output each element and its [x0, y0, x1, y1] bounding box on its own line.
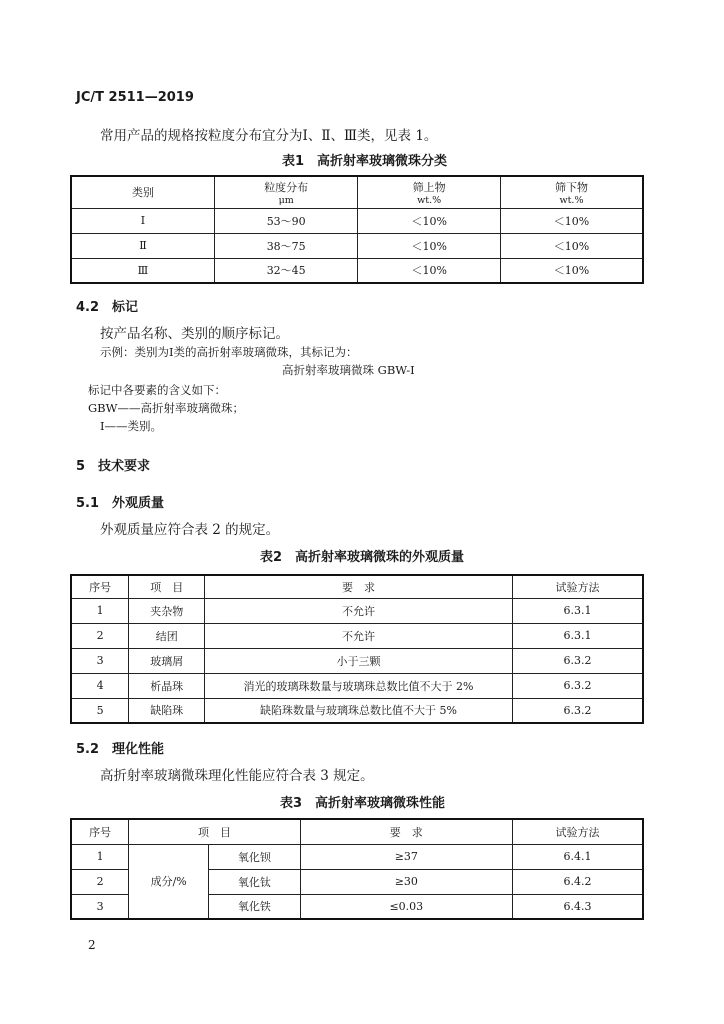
table-cell: 3: [71, 648, 129, 673]
table3-caption: 表3 高折射率玻璃微珠性能: [280, 796, 446, 811]
table-cell: 2: [71, 869, 129, 894]
table1-header-row: [71, 176, 643, 208]
table3-header-row: [71, 819, 643, 844]
table-row: [71, 648, 643, 673]
table-cell: 小于三颗: [205, 648, 513, 673]
table-cell: 氧化钡: [209, 844, 301, 869]
table-cell: 53～90: [214, 208, 357, 233]
table-cell: ≥30: [300, 869, 512, 894]
table2-header-cell: 项 目: [129, 575, 205, 598]
group-cell: 成分/%: [129, 844, 209, 919]
table-cell: 38～75: [214, 233, 357, 258]
table-cell: 4: [71, 673, 129, 698]
section-5-title: 5 技术要求: [76, 459, 151, 474]
mark-meaning: 标记中各要素的含义如下：: [88, 383, 226, 397]
table-cell: Ⅲ: [71, 258, 214, 283]
table-cell: 夹杂物: [129, 598, 205, 623]
table1: [70, 175, 644, 284]
table-cell: 32～45: [214, 258, 357, 283]
table2-header-cell: 试验方法: [512, 575, 643, 598]
table-row: [71, 258, 643, 283]
table2: [70, 574, 644, 724]
table-cell: 消光的玻璃珠数量与玻璃珠总数比值不大于 2%: [205, 673, 513, 698]
section-5-1-text: 外观质量应符合表 2 的规定。: [100, 522, 280, 538]
table1-caption: 表1 高折射率玻璃微珠分类: [282, 154, 448, 169]
table-cell: 1: [71, 844, 129, 869]
table-cell: 不允许: [205, 598, 513, 623]
table-cell: 不允许: [205, 623, 513, 648]
table-cell: ≤0.03: [300, 894, 512, 919]
table-cell: 2: [71, 623, 129, 648]
table-cell: 6.3.2: [512, 698, 643, 723]
table1-header-cell: 粒度分布 μm: [214, 176, 357, 208]
table-row: [71, 844, 643, 869]
table-cell: ≥37: [300, 844, 512, 869]
section-5-2-text: 高折射率玻璃微珠理化性能应符合表 3 规定。: [100, 768, 374, 784]
table-cell: Ⅱ: [71, 233, 214, 258]
table-cell: 6.4.1: [512, 844, 643, 869]
table-cell: ＜10%: [358, 258, 501, 283]
table-cell: 氧化铁: [209, 894, 301, 919]
table-cell: 氧化钛: [209, 869, 301, 894]
table-cell: ＜10%: [500, 233, 643, 258]
table-cell: 玻璃屑: [129, 648, 205, 673]
table1-header-cell: 类别: [71, 176, 214, 208]
table3-header-cell: 序号: [71, 819, 129, 844]
table-cell: ＜10%: [358, 233, 501, 258]
example-line: 示例：类别为Ⅰ类的高折射率玻璃微珠，其标记为：: [100, 345, 358, 359]
table-row: [71, 598, 643, 623]
section-4-2-title: 4.2 标记: [76, 300, 139, 315]
table-cell: 6.3.2: [512, 673, 643, 698]
section-5-2-title: 5.2 理化性能: [76, 742, 165, 757]
table-cell: 1: [71, 598, 129, 623]
table3-header-cell: 要 求: [300, 819, 512, 844]
table3-header-cell: 试验方法: [512, 819, 643, 844]
table-cell: 3: [71, 894, 129, 919]
table-cell: 6.3.1: [512, 598, 643, 623]
table-cell: 结团: [129, 623, 205, 648]
table3: [70, 818, 644, 920]
table-cell: Ⅰ: [71, 208, 214, 233]
mark-line: 高折射率玻璃微珠 GBW-Ⅰ: [282, 363, 415, 377]
standard-header: JC/T 2511—2019: [76, 90, 194, 105]
table2-header-cell: 序号: [71, 575, 129, 598]
table2-caption: 表2 高折射率玻璃微珠的外观质量: [260, 550, 465, 565]
section-5-1-title: 5.1 外观质量: [76, 496, 165, 511]
page-number: 2: [88, 938, 96, 952]
mark-element-2: Ⅰ——类别。: [100, 419, 163, 433]
table-cell: ＜10%: [500, 258, 643, 283]
table3-header-cell: 项 目: [129, 819, 300, 844]
table2-header-cell: 要 求: [205, 575, 513, 598]
table-cell: ＜10%: [500, 208, 643, 233]
table-row: [71, 623, 643, 648]
table-row: [71, 208, 643, 233]
table-cell: 5: [71, 698, 129, 723]
table-cell: 6.3.1: [512, 623, 643, 648]
table2-header-row: [71, 575, 643, 598]
intro-paragraph: 常用产品的规格按粒度分布宜分为Ⅰ、Ⅱ、Ⅲ类，见表 1。: [100, 128, 438, 144]
section-4-2-text: 按产品名称、类别的顺序标记。: [100, 326, 289, 342]
table-cell: 6.4.3: [512, 894, 643, 919]
table1-header-cell: 筛下物 wt.%: [500, 176, 643, 208]
table-cell: 缺陷珠数量与玻璃珠总数比值不大于 5%: [205, 698, 513, 723]
table-row: [71, 233, 643, 258]
table-cell: 缺陷珠: [129, 698, 205, 723]
mark-element-1: GBW——高折射率玻璃微珠；: [88, 401, 244, 415]
table1-header-cell: 筛上物 wt.%: [358, 176, 501, 208]
table-row: [71, 673, 643, 698]
table-row: [71, 698, 643, 723]
table-cell: ＜10%: [358, 208, 501, 233]
table-cell: 6.4.2: [512, 869, 643, 894]
table-cell: 析晶珠: [129, 673, 205, 698]
table-cell: 6.3.2: [512, 648, 643, 673]
